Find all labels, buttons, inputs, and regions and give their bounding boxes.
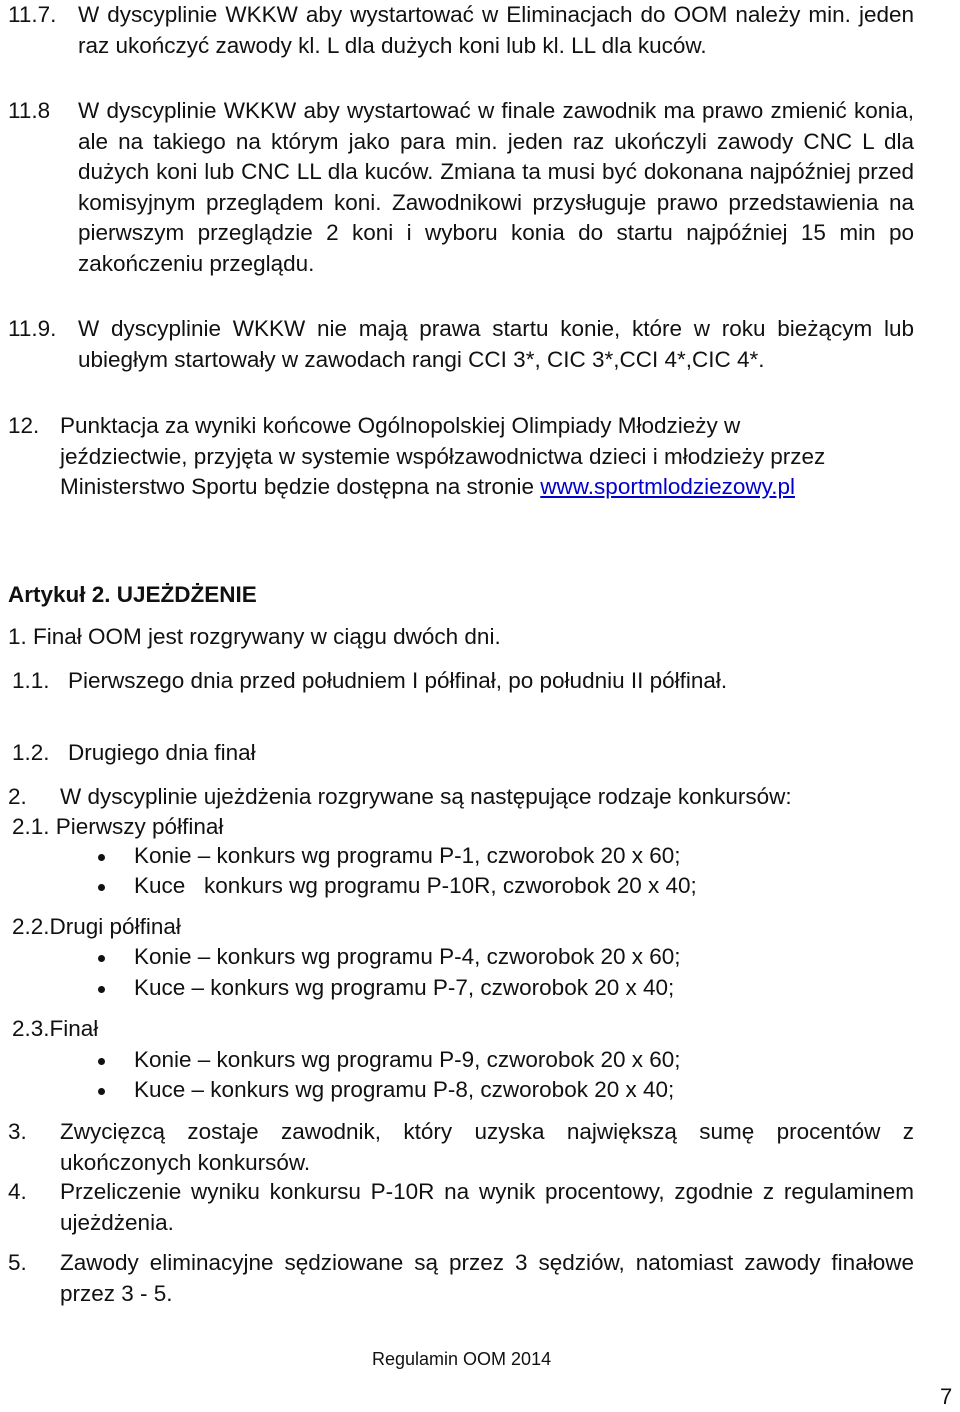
section-number: 11.8 <box>8 98 51 123</box>
section-text: W dyscyplinie WKKW aby wystartować w Eliminacjach do OOM należy min. jeden raz ukończyć zawody kl. L dla dużych koni lub kl. LL dla kuców. <box>78 2 914 58</box>
paragraph-number: 4. <box>8 1179 27 1204</box>
list-item: Kuce – konkurs wg programu P-7, czworobok 20 x 40; <box>134 975 675 1000</box>
bullet-icon <box>98 1058 105 1065</box>
paragraph-1: 1. Finał OOM jest rozgrywany w ciągu dwóch dni. <box>8 624 501 649</box>
paragraph-number: 5. <box>8 1250 27 1275</box>
bullet-icon <box>98 955 105 962</box>
paragraph-text: Drugiego dnia finał <box>68 740 256 765</box>
list-item: Konie – konkurs wg programu P-9, czworobok 20 x 60; <box>134 1047 681 1072</box>
list-item: Kuce – konkurs wg programu P-8, czworobok 20 x 40; <box>134 1077 675 1102</box>
section-12 <box>0 411 836 503</box>
paragraph-number: 2. <box>8 784 27 809</box>
section-text: W dyscyplinie WKKW aby wystartować w finale zawodnik ma prawo zmienić konia, ale na takiego na którym jako para min. jeden raz ukończyli zawody CNC L dla dużych koni lub CNC LL dla kuców. Zmiana ta musi być dokonana najpóźniej przed komisyjnym przeglądem koni. Zawodnikowi przysługuje prawo przedstawienia na pierwszym przeglądzie 2 koni i wyboru konia do startu najpóźniej 15 min po zakończeniu przeglądu. <box>78 98 914 276</box>
paragraph-2-1: 2.1. Pierwszy półfinał <box>12 814 224 839</box>
section-text: W dyscyplinie WKKW nie mają prawa startu konie, które w roku bieżącym lub ubiegłym startowały w zawodach rangi CCI 3*, CIC 3*,CCI 4*,CIC 4*. <box>78 316 914 372</box>
sportmlodziezowy-link[interactable]: www.sportmlodziezowy.pl <box>540 474 795 499</box>
page-number: 7 <box>940 1384 953 1409</box>
paragraph-2-2: 2.2.Drugi półfinał <box>12 914 181 939</box>
paragraph-number: 3. <box>8 1119 27 1144</box>
paragraph-5 <box>0 1248 914 1309</box>
list-item: Konie – konkurs wg programu P-4, czworobok 20 x 60; <box>134 944 681 969</box>
section-11-8 <box>0 96 914 279</box>
section-11-9 <box>0 314 914 375</box>
paragraph-number: 1.1. <box>12 668 50 693</box>
paragraph-text: Zawody eliminacyjne sędziowane są przez 3 sędziów, natomiast zawody finałowe przez 3 - 5. <box>60 1250 914 1306</box>
bullet-icon <box>98 854 105 861</box>
article-heading: Artykuł 2. UJEŻDŻENIE <box>8 582 257 607</box>
paragraph-number: 1.2. <box>12 740 50 765</box>
bullet-icon <box>98 1088 105 1095</box>
page-footer: Regulamin OOM 2014 <box>372 1349 552 1369</box>
paragraph-text: Pierwszego dnia przed południem I półfinał, po południu II półfinał. <box>68 668 728 693</box>
paragraph-3 <box>0 1117 914 1178</box>
bullet-icon <box>98 884 105 891</box>
paragraph-4 <box>0 1177 914 1238</box>
paragraph-1-1 <box>0 666 914 697</box>
paragraph-2-3: 2.3.Finał <box>12 1016 99 1041</box>
section-number: 12. <box>8 413 40 438</box>
list-item: Konie – konkurs wg programu P-1, czworobok 20 x 60; <box>134 843 681 868</box>
paragraph-text: W dyscyplinie ujeżdżenia rozgrywane są następujące rodzaje konkursów: <box>60 784 792 809</box>
section-number: 11.7. <box>8 2 57 27</box>
section-number: 11.9. <box>8 316 57 341</box>
section-11-7 <box>0 0 914 61</box>
section-text: Punktacja za wyniki końcowe Ogólnopolskiej Olimpiady Młodzieży w jeździectwie, przyjęta w systemie współzawodnictwa dzieci i młodzieży przez Ministerstwo Sportu będzie dostępna na stronie www.sportmlodziezowy.pl <box>60 413 826 499</box>
paragraph-text: Zwycięzcą zostaje zawodnik, który uzyska największą sumę procentów z ukończonych konkursów. <box>60 1119 914 1175</box>
bullet-icon <box>98 986 105 993</box>
list-item: Kuce konkurs wg programu P-10R, czworobok 20 x 40; <box>134 873 697 898</box>
paragraph-text: Przeliczenie wyniku konkursu P-10R na wynik procentowy, zgodnie z regulaminem ujeżdżenia. <box>60 1179 914 1235</box>
